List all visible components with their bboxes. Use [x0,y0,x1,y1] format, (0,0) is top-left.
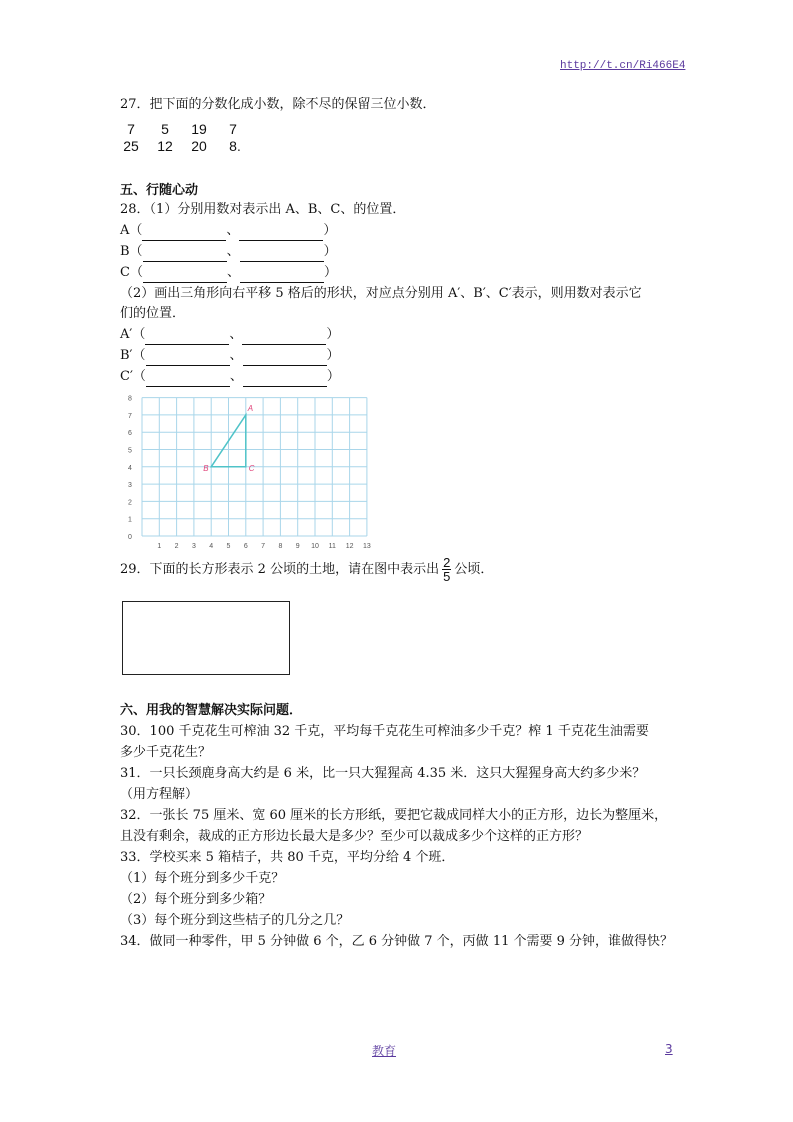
q28-part2-line2: 们的位置． [120,306,186,321]
point-label-b: B [203,463,209,473]
blank-y[interactable] [243,374,327,387]
fraction-numerator: 7 [229,121,237,137]
blank-x[interactable] [143,270,227,283]
fraction-denominator: 8 [229,138,237,154]
q28-row-b [120,242,337,262]
q33-sub1: （1）每个班分到多少千克？ [120,871,285,886]
blank-x[interactable] [146,374,230,387]
fraction-numerator: 7 [127,121,135,137]
x-tick-label: 4 [209,543,214,550]
row-close: ） [326,369,340,384]
fraction-2 [154,121,176,155]
blank-y[interactable] [243,353,327,366]
row-label: C（ [120,265,143,280]
x-tick-label: 8 [278,543,283,550]
row-sep: 、 [229,327,243,342]
q29-text [120,556,493,583]
q33-line1: 33．学校买来 5 箱桔子，共 80 千克，平均分给 4 个班． [120,850,455,865]
x-tick-label: 12 [345,543,354,550]
blank-y[interactable] [239,228,323,241]
y-tick-label: 5 [128,447,132,455]
row-sep: 、 [226,265,240,280]
q31-line2: （用方程解） [120,787,199,802]
row-sep: 、 [226,244,240,259]
row-label: A′（ [120,327,146,342]
section5-title: 五、行随心动 [120,183,199,198]
x-tick-label: 6 [243,543,248,550]
row-label: B′（ [120,348,146,363]
blank-y[interactable] [240,249,324,262]
page-number: 3 [665,1042,673,1056]
q27-fractions [120,121,244,155]
row-close: ） [326,327,340,342]
q30-line2: 多少千克花生？ [120,745,212,760]
x-tick-label: 10 [311,543,319,550]
x-tick-label: 1 [157,543,162,550]
y-tick-label: 3 [128,482,132,490]
q32-line2: 且没有剩余，裁成的正方形边长最大是多少？至少可以裁成多少个这样的正方形？ [120,829,589,844]
fraction-denominator: 5 [443,569,451,584]
row-close: ） [323,244,337,259]
q28-part1: 28．（1）分别用数对表示出 A、B、C、的位置． [120,202,406,217]
row-sep: 、 [226,223,240,238]
q29-before: 29．下面的长方形表示 2 公顷的土地，请在图中表示出 [120,561,440,577]
y-tick-label: 4 [128,464,132,472]
blank-x[interactable] [146,353,230,366]
blank-x[interactable] [143,249,227,262]
q28-row-c-prime [120,367,340,387]
fraction-3 [188,121,210,155]
y-tick-label: 0 [128,534,132,541]
q31-line1: 31．一只长颈鹿身高大约是 6 米，比一只大猩猩高 4.35 米．这只大猩猩身高大约多少米？ [120,766,646,781]
row-sep: 、 [229,369,243,384]
header-url[interactable]: http://t.cn/Ri466E4 [560,60,686,72]
y-tick-labels [128,396,132,541]
q29-after: 公顷． [454,561,494,577]
q29-fraction [442,556,451,583]
q28-row-a-prime [120,325,339,345]
row-close: ） [323,265,337,280]
fraction-numerator: 2 [443,555,451,570]
q34-line1: 34．做同一种零件，甲 5 分钟做 6 个，乙 6 分钟做 7 个，丙做 11 个需要 9 分钟，谁做得快？ [120,934,674,949]
row-close: ） [323,223,337,238]
q27-text: 27．把下面的分数化成小数，除不尽的保留三位小数． [120,97,436,112]
q32-line1: 32．一张长 75 厘米、宽 60 厘米的长方形纸，要把它裁成同样大小的正方形，边长为整厘米， [120,808,668,823]
land-rectangle[interactable] [122,601,290,675]
q27-trailing-dot: . [237,140,241,154]
y-tick-label: 1 [128,516,132,524]
x-tick-label: 2 [174,543,179,550]
row-sep: 、 [229,348,243,363]
q28-row-b-prime [120,346,340,366]
blank-x[interactable] [145,332,229,345]
q33-sub3: （3）每个班分到这些桔子的几分之几？ [120,913,350,928]
x-tick-label: 5 [226,543,231,550]
y-tick-label: 8 [128,395,132,403]
y-tick-label: 2 [128,499,132,507]
point-label-a: A [247,403,254,413]
q33-sub2: （2）每个班分到多少箱？ [120,892,272,907]
x-tick-label: 7 [261,543,266,550]
footer-link[interactable]: 教育 [372,1044,397,1058]
y-tick-label: 7 [128,412,132,420]
x-tick-label: 13 [363,543,371,550]
row-label: C′（ [120,369,146,384]
fraction-denominator: 20 [191,138,207,154]
x-tick-label: 9 [295,543,300,550]
q28-part2-line1: （2）画出三角形向右平移 5 格后的形状，对应点分别用 A′、B′、C′表示，则用数对表示它 [120,286,642,301]
row-close: ） [326,348,340,363]
fraction-denominator: 25 [123,138,139,154]
blank-y[interactable] [240,270,324,283]
fraction-1 [120,121,142,155]
blank-x[interactable] [142,228,226,241]
q30-line1: 30．100 千克花生可榨油 32 千克，平均每千克花生可榨油多少千克？榨 1 千克花生油需要 [120,724,649,739]
y-tick-label: 6 [128,430,132,438]
q28-row-a [120,221,336,241]
x-tick-label: 11 [328,543,336,550]
q28-row-c [120,263,337,283]
fraction-denominator: 12 [157,138,173,154]
x-tick-label: 3 [191,543,196,550]
fraction-numerator: 19 [191,121,207,137]
fraction-numerator: 5 [161,121,169,137]
point-label-c: C [248,463,255,473]
blank-y[interactable] [242,332,326,345]
row-label: B（ [120,244,143,259]
row-label: A（ [120,223,143,238]
section6-title: 六、用我的智慧解决实际问题． [120,703,303,718]
x-tick-labels [157,543,371,550]
coordinate-grid [118,392,374,552]
